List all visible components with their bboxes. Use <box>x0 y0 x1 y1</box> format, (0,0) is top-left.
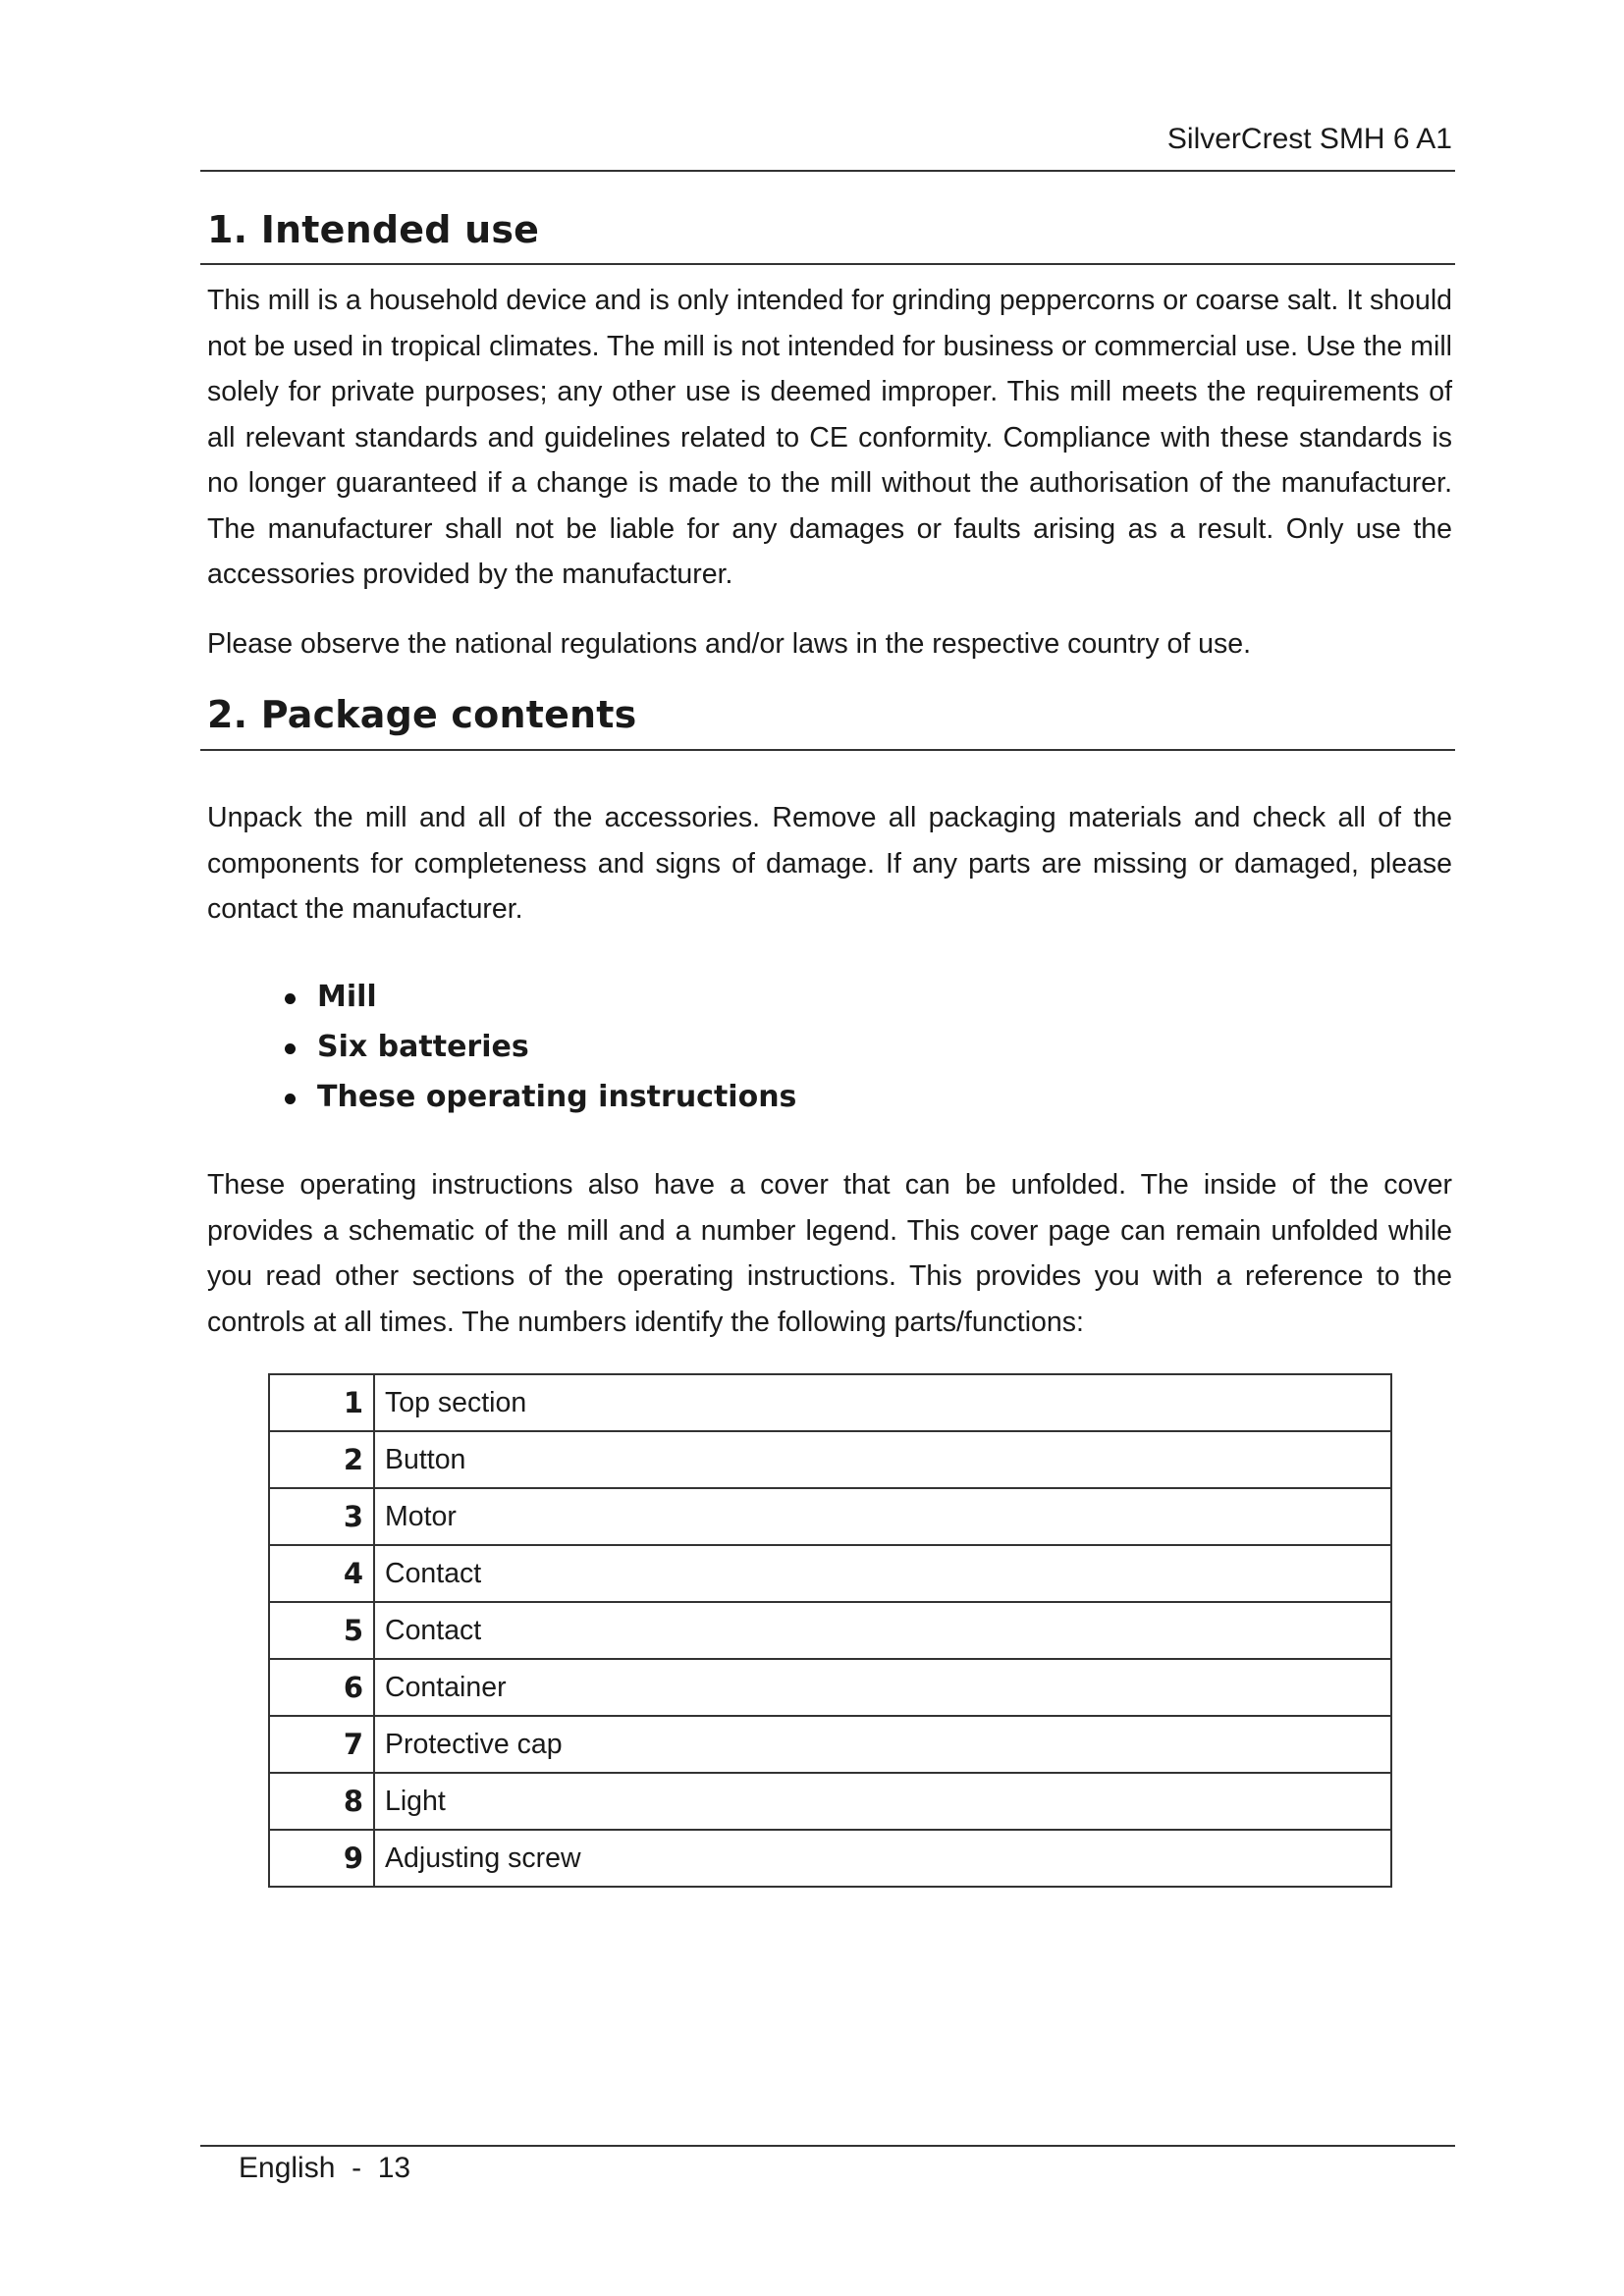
part-label: Light <box>374 1773 1391 1830</box>
table-row <box>269 1773 1391 1830</box>
footer-rule <box>200 2145 1455 2147</box>
part-number: 6 <box>269 1659 374 1716</box>
intended-use-paragraph: This mill is a household device and is only intended for grinding peppercorns or coarse salt. It should not be used in tropical climates. The mill is not intended for business or commercial use. Use the mill solely for private purposes; any other use is deemed improper. This mill meets the requirements of all relevant standards and guidelines related to CE conformity. Compliance with these standards is no longer guaranteed if a change is made to the mill without the authorisation of the manufacturer. The manufacturer shall not be liable for any damages or faults arising as a result. Only use the accessories provided by the manufacturer. <box>207 285 1452 590</box>
table-row <box>269 1659 1391 1716</box>
part-number: 3 <box>269 1488 374 1545</box>
section-rule-intended-use <box>200 263 1455 265</box>
table-row <box>269 1431 1391 1488</box>
part-label: Protective cap <box>374 1716 1391 1773</box>
unpack-paragraph: Unpack the mill and all of the accessories. Remove all packaging materials and check all of the components for completeness and signs of damage. If any parts are missing or damaged, please contact the manufacturer. <box>207 802 1452 925</box>
part-label: Top section <box>374 1374 1391 1431</box>
parts-legend-table <box>268 1373 1392 1888</box>
bullet-icon <box>285 1043 296 1054</box>
part-number: 8 <box>269 1773 374 1830</box>
list-item <box>285 1072 796 1122</box>
bullet-icon <box>285 1094 296 1104</box>
list-item-label: These operating instructions <box>317 1080 797 1114</box>
list-item <box>285 972 796 1022</box>
section-title-package-contents: 2. Package contents <box>207 693 637 736</box>
section-title-intended-use: 1. Intended use <box>207 208 540 251</box>
part-label: Container <box>374 1659 1391 1716</box>
part-number: 9 <box>269 1830 374 1887</box>
section-rule-package-contents <box>200 749 1455 751</box>
part-number: 7 <box>269 1716 374 1773</box>
bullet-icon <box>285 993 296 1004</box>
table-row <box>269 1374 1391 1431</box>
table-row <box>269 1488 1391 1545</box>
header-model: SilverCrest SMH 6 A1 <box>1166 123 1452 155</box>
header-rule <box>200 170 1455 172</box>
table-row <box>269 1830 1391 1887</box>
footer-page-label: English - 13 <box>239 2152 411 2184</box>
part-label: Contact <box>374 1545 1391 1602</box>
part-number: 1 <box>269 1374 374 1431</box>
list-item-label: Mill <box>317 980 377 1014</box>
part-label: Adjusting screw <box>374 1830 1391 1887</box>
table-row <box>269 1545 1391 1602</box>
part-number: 5 <box>269 1602 374 1659</box>
part-number: 4 <box>269 1545 374 1602</box>
table-row <box>269 1602 1391 1659</box>
part-label: Contact <box>374 1602 1391 1659</box>
part-label: Button <box>374 1431 1391 1488</box>
part-number: 2 <box>269 1431 374 1488</box>
table-row <box>269 1716 1391 1773</box>
package-contents-list <box>285 972 796 1122</box>
part-label: Motor <box>374 1488 1391 1545</box>
list-item <box>285 1022 796 1072</box>
cover-paragraph: These operating instructions also have a cover that can be unfolded. The inside of the cover provides a schematic of the mill and a number legend. This cover page can remain unfolded while you read other sections of the operating instructions. This provides you with a reference to the controls at all times. The numbers identify the following parts/functions: <box>207 1169 1452 1338</box>
regulations-paragraph: Please observe the national regulations and/or laws in the respective country of use. <box>207 628 1252 660</box>
list-item-label: Six batteries <box>317 1030 529 1064</box>
